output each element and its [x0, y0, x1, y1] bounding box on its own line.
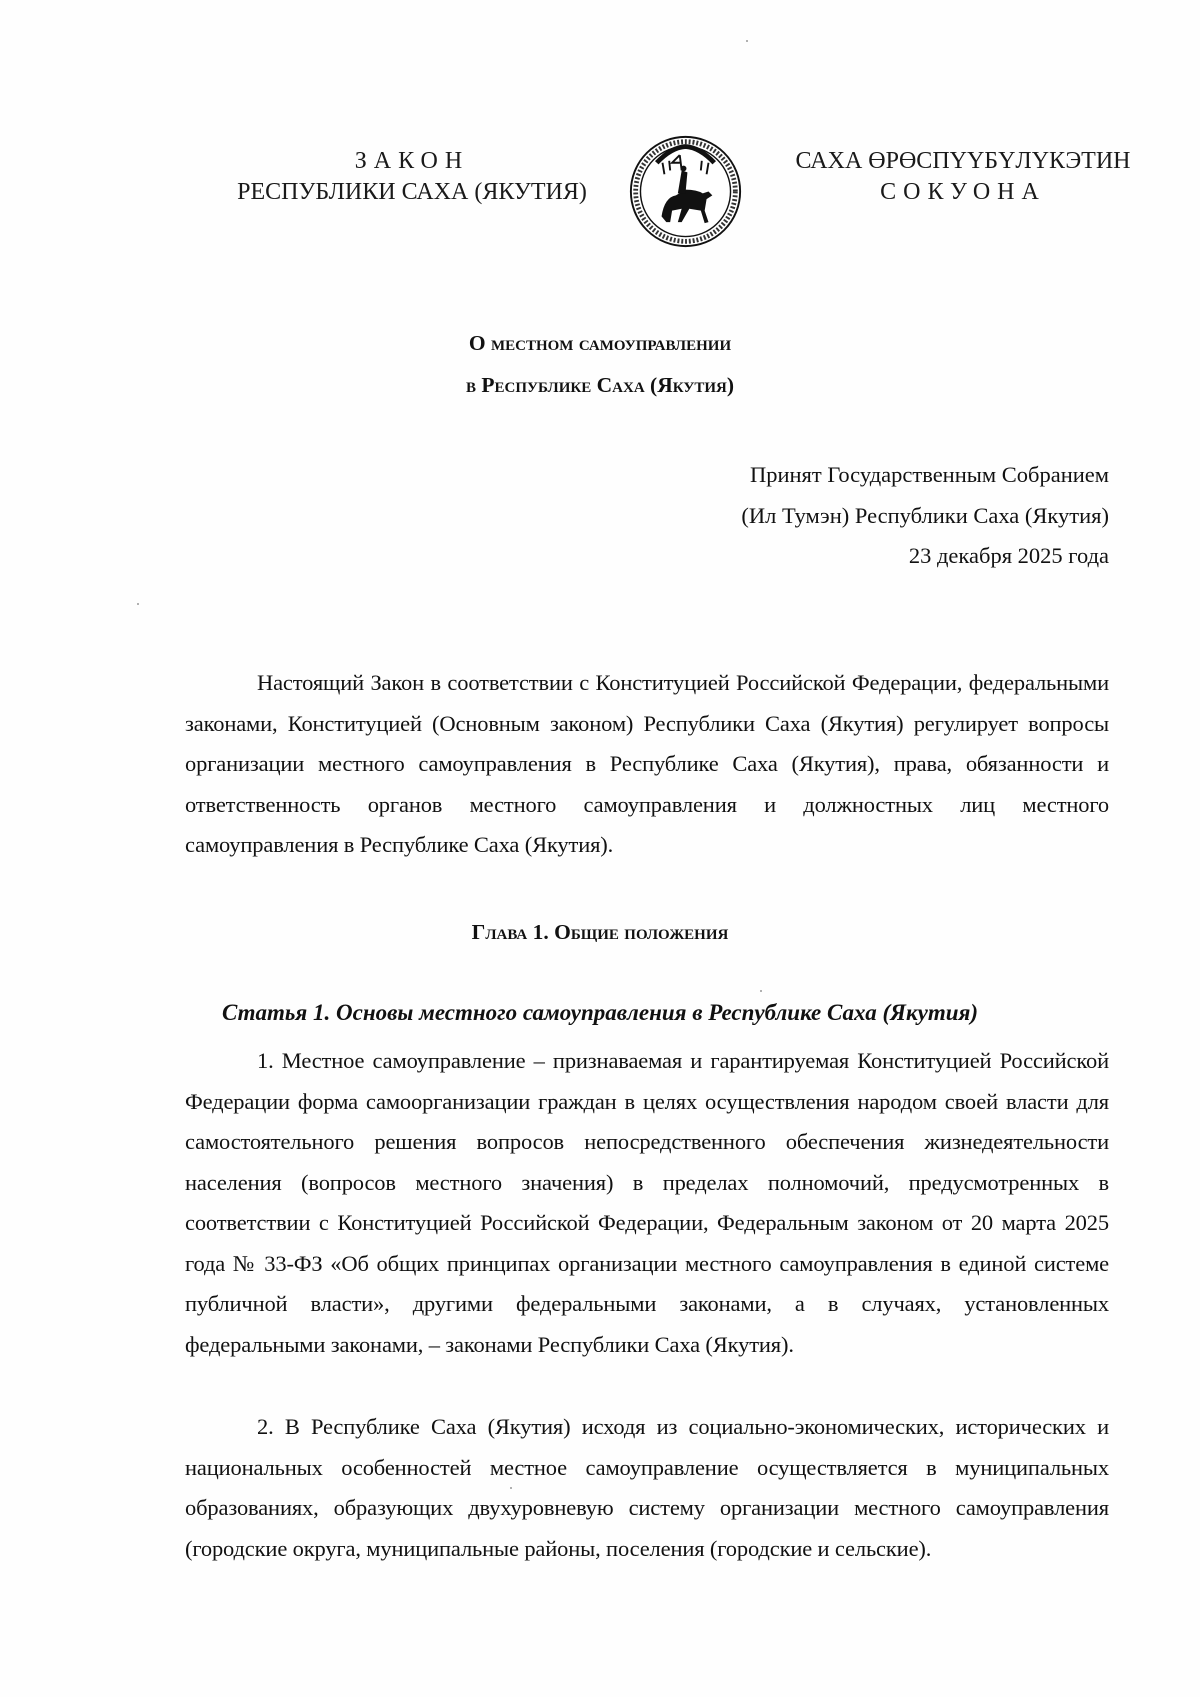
chapter-heading: Глава 1. Общие положения: [471, 920, 729, 944]
coat-of-arms-emblem-icon: [628, 134, 743, 249]
republic-name-ru: РЕСПУБЛИКИ САХА (ЯКУТИЯ): [237, 179, 587, 205]
scan-speck: [746, 40, 748, 42]
adoption-block: [741, 455, 1109, 577]
article-paragraph-2: 2. В Республике Саха (Якутия) исходя из социально-экономических, исторических и национальных особенностей местное самоуправление осуществляется в муниципальных образованиях, образующих двухуровневую систему организации местного самоуправления (городские округа, муниципальные районы, поселения (городские и сельские).: [185, 1414, 1109, 1561]
law-title-line2: в Республике Саха (Якутия): [465, 373, 734, 397]
adoption-line2: (Ил Тумэн) Республики Саха (Якутия): [741, 502, 1109, 528]
republic-name-sakha: САХА ӨРӨСПҮҮБҮЛҮКЭТИН: [795, 148, 1131, 174]
intro-paragraph: Настоящий Закон в соответствии с Конституцией Российской Федерации, федеральными законами, Конституцией (Основным законом) Республики Саха (Якутия) регулирует вопросы организации местного самоуправления в Республике Саха (Якутия), права, обязанности и ответственность органов местного самоуправления и должностных лиц местного самоуправления в Республике Саха (Якутия).: [185, 670, 1109, 857]
header-left: [228, 146, 596, 208]
scan-speck: [510, 1487, 512, 1489]
law-label: ЗАКОН: [354, 148, 470, 174]
adoption-line1: Принят Государственным Собранием: [749, 462, 1109, 487]
article-heading: Статья 1. Основы местного самоуправления в Республике Саха (Якутия): [221, 1000, 979, 1025]
law-label-sakha: СОКУОНА: [880, 179, 1046, 205]
article-paragraph-1: 1. Местное самоуправление – признаваемая и гарантируемая Конституцией Российской Федерации форма самоорганизации граждан в целях осуществления народом своей власти для самостоятельного решения вопросов непосредственного обеспечения жизнедеятельности населения (вопросов местного значения) в пределах полномочий, предусмотренных в соответствии с Конституцией Российской Федерации, Федеральным законом от 20 марта 2025 года № 33-ФЗ «Об общих принципах организации местного самоуправления в единой системе публичной власти», другими федеральными законами, а в случаях, установленных федеральными законами, – законами Республики Саха (Якутия).: [185, 1048, 1109, 1357]
scan-speck: [760, 990, 762, 992]
law-title-line1: О местном самоуправлении: [468, 331, 732, 355]
adoption-date: 23 декабря 2025 года: [908, 543, 1109, 568]
scan-speck: [137, 603, 139, 605]
header-right: [788, 146, 1138, 208]
